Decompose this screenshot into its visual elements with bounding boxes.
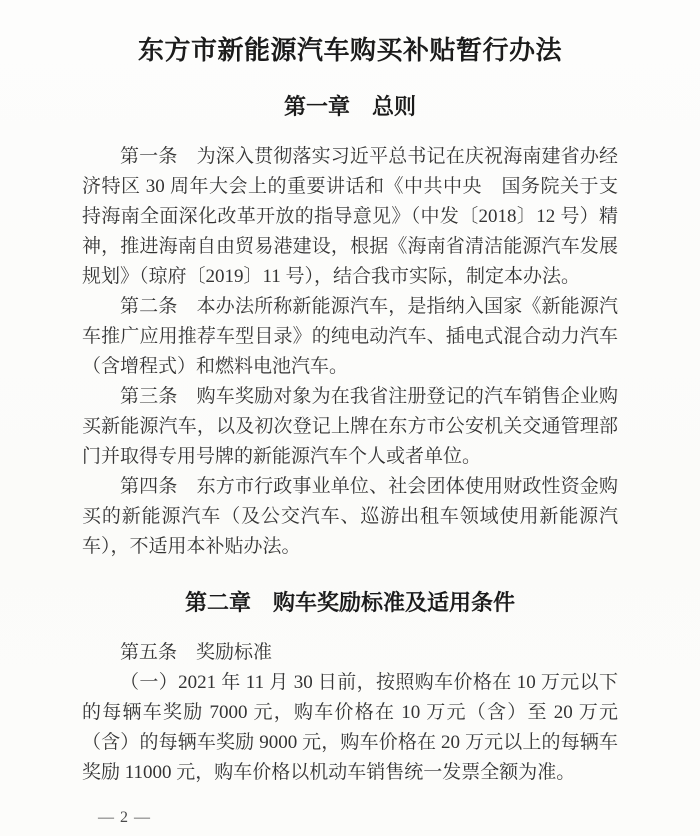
- document-title: 东方市新能源汽车购买补贴暂行办法: [137, 36, 562, 65]
- article-4-paragraph: 第四条 东方市行政事业单位、社会团体使用财政性资金购买的新能源汽车（及公交汽车、巡游出租车领域使用新能源汽车），不适用本补贴办法。: [82, 476, 618, 557]
- chapter-1-body: [82, 142, 618, 562]
- chapter-2-heading: 第二章 购车奖励标准及适用条件: [184, 590, 515, 615]
- page-number: — 2 —: [98, 809, 151, 826]
- article-3-paragraph: 第三条 购车奖励对象为在我省注册登记的汽车销售企业购买新能源汽车，以及初次登记上牌在东方市公安机关交通管理部门并取得专用号牌的新能源汽车个人或者单位。: [82, 386, 618, 467]
- chapter-1-heading: 第一章 总则: [283, 94, 416, 119]
- article-1-paragraph: 第一条 为深入贯彻落实习近平总书记在庆祝海南建省办经济特区 30 周年大会上的重要讲话和《中共中央 国务院关于支持海南全面深化改革开放的指导意见》（中发〔2018〕12 号）精神，推进海南自由贸易港建设，根据《海南省清洁能源汽车发展规划》（琼府〔2019〕11 号），结合我市实际，制定本办法。: [82, 146, 618, 287]
- chapter-2-body: [82, 638, 618, 788]
- article-5-heading-paragraph: 第五条 奖励标准: [120, 642, 273, 663]
- article-2-paragraph: 第二条 本办法所称新能源汽车，是指纳入国家《新能源汽车推广应用推荐车型目录》的纯电动汽车、插电式混合动力汽车（含增程式）和燃料电池汽车。: [82, 296, 618, 377]
- article-5-item-1-paragraph: （一）2021 年 11 月 30 日前，按照购车价格在 10 万元以下的每辆车奖励 7000 元，购车价格在 10 万元（含）至 20 万元（含）的每辆车奖励 9000 元，购车价格在 20 万元以上的每辆车奖励 11000 元，购车价格以机动车销售统一发票全额为准。: [82, 672, 618, 783]
